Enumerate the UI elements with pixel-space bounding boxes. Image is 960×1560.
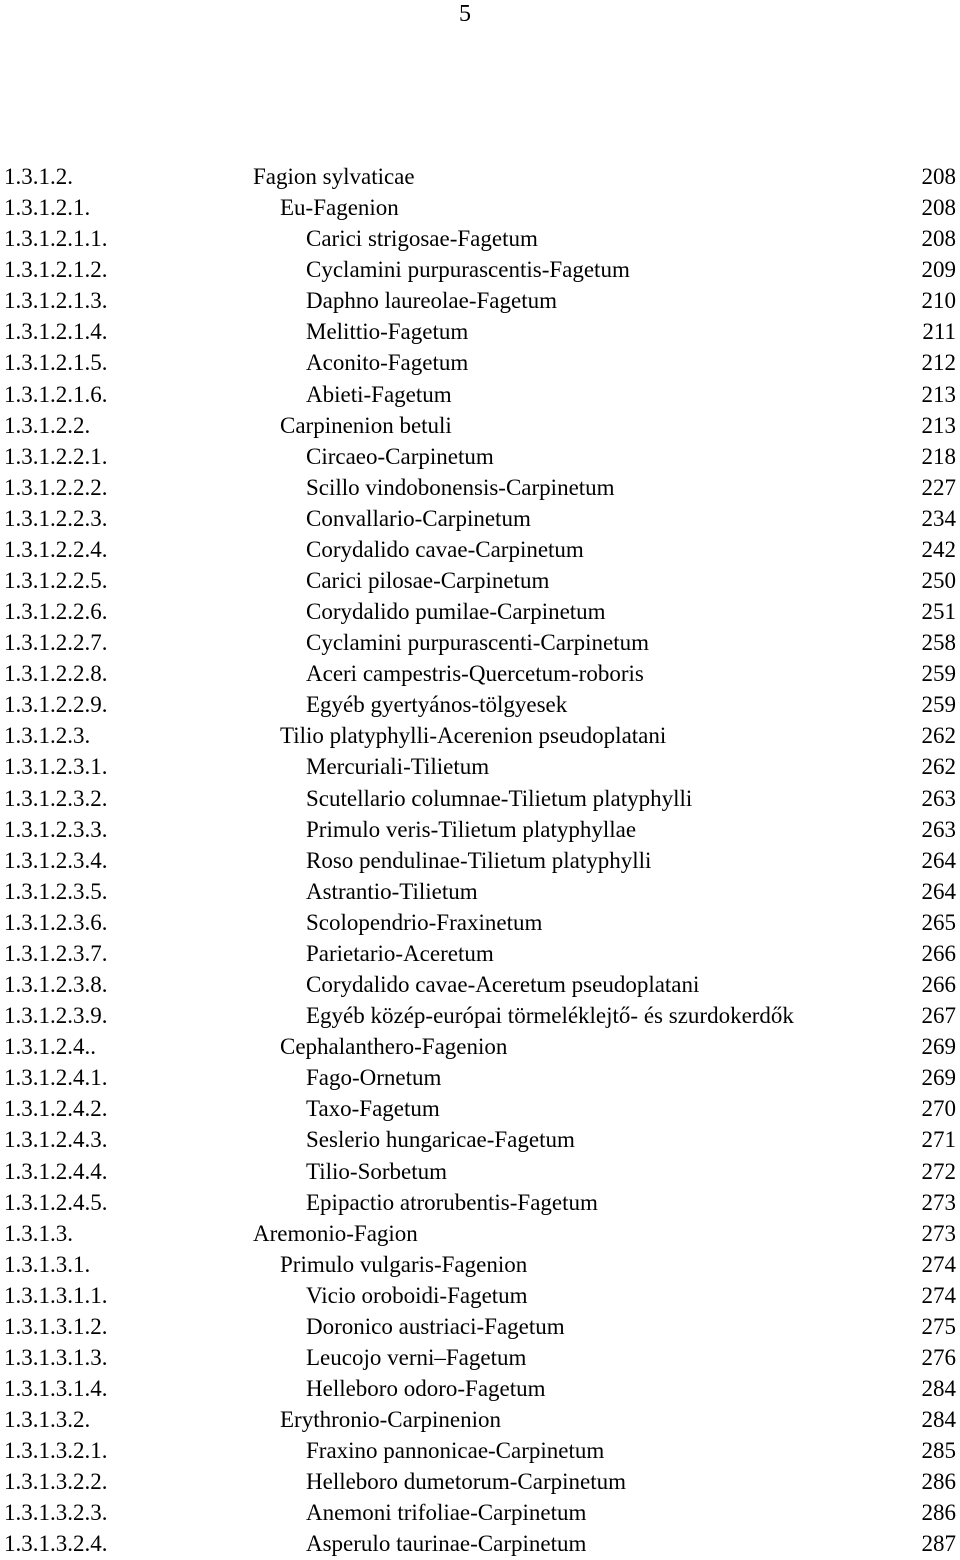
toc-entry-number: 1.3.1.2.2.3. [4,505,108,531]
toc-entry-page: 265 [921,909,956,935]
toc-entry [0,161,960,192]
toc-entry [0,1249,960,1280]
toc-entry-title: Scutellario columnae-Tilietum platyphylli [306,785,693,811]
toc-entry-title: Carici strigosae-Fagetum [306,226,538,252]
toc-entry-page: 269 [921,1065,956,1091]
toc-entry [0,814,960,845]
toc-entry-title: Aremonio-Fagion [253,1220,418,1246]
toc-entry-title: Astrantio-Tilietum [306,878,478,904]
toc-entry [0,751,960,782]
toc-entry-number: 1.3.1.2.3.4. [4,847,108,873]
toc-entry [0,1000,960,1031]
toc-entry-number: 1.3.1.2.4.1. [4,1065,108,1091]
toc-entry-number: 1.3.1.2.4.3. [4,1127,108,1153]
toc-entry-title: Corydalido cavae-Aceretum pseudoplatani [306,972,700,998]
toc-entry-number: 1.3.1.2.3.9. [4,1003,108,1029]
toc-entry-number: 1.3.1.2.3.7. [4,940,108,966]
toc-entry [0,379,960,410]
toc-entry-number: 1.3.1.2.1.5. [4,350,108,376]
toc-entry [0,720,960,751]
toc-entry-title: Egyéb közép-európai törmeléklejtő- és szurdokerdők [306,1003,794,1029]
toc-entry-page: 209 [921,257,956,283]
toc-entry-number: 1.3.1.2.1.2. [4,257,108,283]
toc-entry-title: Carici pilosae-Carpinetum [306,568,550,594]
toc-entry-number: 1.3.1.2.3.2. [4,785,108,811]
toc-entry [0,441,960,472]
toc-entry [0,845,960,876]
toc-entry [0,472,960,503]
toc-entry-title: Fraxino pannonicae-Carpinetum [306,1438,605,1464]
toc-entry [0,689,960,720]
toc-entry-number: 1.3.1.3.1.2. [4,1313,108,1339]
toc-entry [0,254,960,285]
toc-entry-page: 285 [921,1438,956,1464]
toc-entry-page: 250 [921,568,956,594]
toc-entry-number: 1.3.1.3.1.1. [4,1282,108,1308]
toc-entry-number: 1.3.1.2.2.5. [4,568,108,594]
toc-entry-page: 262 [921,723,956,749]
toc-entry [0,1404,960,1435]
toc-entry-page: 286 [921,1469,956,1495]
toc-entry-page: 263 [921,816,956,842]
toc-entry [0,192,960,223]
toc-entry-number: 1.3.1.3.1. [4,1251,91,1277]
toc-entry-number: 1.3.1.3.2.4. [4,1531,108,1557]
toc-entry-title: Doronico austriaci-Fagetum [306,1313,565,1339]
toc-entry [0,1124,960,1155]
toc-entry-title: Convallario-Carpinetum [306,505,531,531]
toc-entry [0,938,960,969]
toc-entry [0,658,960,689]
toc-entry-title: Circaeo-Carpinetum [306,443,494,469]
toc-entry-number: 1.3.1.2.1.3. [4,288,108,314]
toc-entry [0,1342,960,1373]
toc-entry-number: 1.3.1.2.3.6. [4,909,108,935]
toc-entry-number: 1.3.1.2.3.1. [4,754,108,780]
toc-entry [0,534,960,565]
toc-entry-page: 286 [921,1500,956,1526]
toc-entry [0,1373,960,1404]
toc-entry-page: 234 [921,505,956,531]
toc-entry-number: 1.3.1.2.2.2. [4,474,108,500]
toc-entry [0,285,960,316]
toc-entry-page: 284 [921,1407,956,1433]
toc-entry-page: 276 [921,1344,956,1370]
toc-entry-number: 1.3.1.3.2. [4,1407,91,1433]
toc-entry [0,1218,960,1249]
toc-entry-number: 1.3.1.2.3.8. [4,972,108,998]
toc-entry [0,1528,960,1559]
toc-entry-page: 211 [922,319,956,345]
toc-entry-page: 274 [921,1282,956,1308]
toc-entry-page: 275 [921,1313,956,1339]
toc-entry [0,1062,960,1093]
toc-entry-title: Primulo veris-Tilietum platyphyllae [306,816,637,842]
toc-entry-page: 251 [921,599,956,625]
toc-entry-title: Aconito-Fagetum [306,350,469,376]
toc-entry-title: Cyclamini purpurascentis-Fagetum [306,257,630,283]
toc-entry [0,1187,960,1218]
toc-entry-number: 1.3.1.2.2.9. [4,692,108,718]
toc-entry-title: Asperulo taurinae-Carpinetum [306,1531,587,1557]
toc-entry-number: 1.3.1.3. [4,1220,73,1246]
toc-entry-number: 1.3.1.2.2. [4,412,91,438]
toc-entry-page: 272 [921,1158,956,1184]
toc-entry-page: 212 [921,350,956,376]
toc-entry [0,1311,960,1342]
toc-entry-number: 1.3.1.2.4.4. [4,1158,108,1184]
toc-entry-title: Anemoni trifoliae-Carpinetum [306,1500,587,1526]
toc-entry-number: 1.3.1.2.1. [4,195,91,221]
toc-entry-number: 1.3.1.2.4.. [4,1034,96,1060]
toc-entry [0,596,960,627]
toc-entry-number: 1.3.1.2.2.1. [4,443,108,469]
toc-entry-title: Corydalido cavae-Carpinetum [306,536,584,562]
toc-entry-title: Abieti-Fagetum [306,381,452,407]
toc-entry-page: 266 [921,972,956,998]
toc-entry [0,783,960,814]
toc-entry [0,503,960,534]
toc-entry-title: Helleboro odoro-Fagetum [306,1376,546,1402]
toc-entry-page: 227 [921,474,956,500]
toc-entry [0,627,960,658]
toc-entry [0,565,960,596]
toc-entry-page: 273 [921,1189,956,1215]
toc-entry-title: Erythronio-Carpinenion [280,1407,502,1433]
toc-entry-number: 1.3.1.2.1.1. [4,226,108,252]
toc-entry-title: Roso pendulinae-Tilietum platyphylli [306,847,652,873]
toc-entry-page: 208 [921,226,956,252]
toc-entry-number: 1.3.1.2.3.3. [4,816,108,842]
toc-entry-page: 266 [921,940,956,966]
toc-entry-page: 258 [921,630,956,656]
toc-entry-title: Eu-Fagenion [280,195,399,221]
toc-entry [0,1497,960,1528]
toc-entry-page: 284 [921,1376,956,1402]
toc-entry-number: 1.3.1.3.1.3. [4,1344,108,1370]
toc-entry [0,1466,960,1497]
toc-entry [0,876,960,907]
toc-entry-number: 1.3.1.2.3. [4,723,91,749]
toc-entry-page: 259 [921,661,956,687]
toc-entry-title: Epipactio atrorubentis-Fagetum [306,1189,598,1215]
toc-entry [0,410,960,441]
toc-entry [0,223,960,254]
toc-entry-page: 270 [921,1096,956,1122]
toc-entry-page: 263 [921,785,956,811]
toc-entry-title: Vicio oroboidi-Fagetum [306,1282,528,1308]
toc-entry-title: Tilio platyphylli-Acerenion pseudoplatani [280,723,667,749]
toc-entry-title: Taxo-Fagetum [306,1096,440,1122]
toc-entry-page: 273 [921,1220,956,1246]
toc-entry-title: Cyclamini purpurascenti-Carpinetum [306,630,649,656]
toc-entry-number: 1.3.1.2. [4,164,73,189]
toc-entry-number: 1.3.1.2.4.2. [4,1096,108,1122]
toc-entry-number: 1.3.1.3.2.1. [4,1438,108,1464]
toc-entry-page: 213 [921,381,956,407]
toc-entry-title: Tilio-Sorbetum [306,1158,448,1184]
table-of-contents [0,161,960,1560]
toc-entry-number: 1.3.1.2.1.6. [4,381,108,407]
toc-entry-number: 1.3.1.3.1.4. [4,1376,108,1402]
toc-entry [0,969,960,1000]
toc-entry [0,1031,960,1062]
toc-entry-title: Aceri campestris-Quercetum-roboris [306,661,644,687]
toc-entry-page: 242 [921,536,956,562]
toc-entry-title: Fagion sylvaticae [253,164,415,189]
toc-entry [0,1435,960,1466]
toc-entry [0,907,960,938]
toc-entry-title: Fago-Ornetum [306,1065,442,1091]
toc-entry [0,316,960,347]
toc-entry [0,1280,960,1311]
toc-entry-number: 1.3.1.3.2.3. [4,1500,108,1526]
toc-entry [0,1156,960,1187]
toc-entry-number: 1.3.1.2.4.5. [4,1189,108,1215]
toc-entry-page: 264 [921,847,956,873]
toc-entry-page: 208 [921,195,956,221]
toc-entry-page: 271 [921,1127,956,1153]
toc-entry [0,1093,960,1124]
toc-entry-title: Primulo vulgaris-Fagenion [280,1251,528,1277]
toc-entry-number: 1.3.1.2.2.7. [4,630,108,656]
toc-entry-page: 259 [921,692,956,718]
toc-entry-title: Leucojo verni–Fagetum [306,1344,527,1370]
toc-entry-page: 287 [921,1531,956,1557]
toc-entry-title: Corydalido pumilae-Carpinetum [306,599,606,625]
toc-entry-number: 1.3.1.3.2.2. [4,1469,108,1495]
toc-entry-number: 1.3.1.2.3.5. [4,878,108,904]
toc-entry-title: Melittio-Fagetum [306,319,469,345]
toc-entry-title: Parietario-Aceretum [306,940,494,966]
toc-entry-page: 262 [921,754,956,780]
toc-entry-title: Cephalanthero-Fagenion [280,1034,508,1060]
toc-entry-page: 210 [921,288,956,314]
toc-entry-title: Mercuriali-Tilietum [306,754,490,780]
toc-entry-number: 1.3.1.2.1.4. [4,319,108,345]
toc-entry-title: Carpinenion betuli [280,412,452,438]
toc-entry-title: Helleboro dumetorum-Carpinetum [306,1469,627,1495]
toc-entry-page: 208 [921,164,956,189]
toc-entry-page: 213 [921,412,956,438]
toc-entry-number: 1.3.1.2.2.6. [4,599,108,625]
toc-entry-title: Egyéb gyertyános-tölgyesek [306,692,568,718]
toc-entry-page: 264 [921,878,956,904]
toc-entry-title: Seslerio hungaricae-Fagetum [306,1127,575,1153]
toc-entry-title: Daphno laureolae-Fagetum [306,288,557,314]
page-number: 5 [459,1,471,27]
toc-entry-page: 218 [921,443,956,469]
toc-entry-title: Scolopendrio-Fraxinetum [306,909,543,935]
toc-entry-page: 269 [921,1034,956,1060]
toc-entry-title: Scillo vindobonensis-Carpinetum [306,474,615,500]
toc-entry [0,347,960,378]
toc-entry-page: 274 [921,1251,956,1277]
toc-entry-number: 1.3.1.2.2.8. [4,661,108,687]
toc-entry-page: 267 [921,1003,956,1029]
toc-entry-number: 1.3.1.2.2.4. [4,536,108,562]
